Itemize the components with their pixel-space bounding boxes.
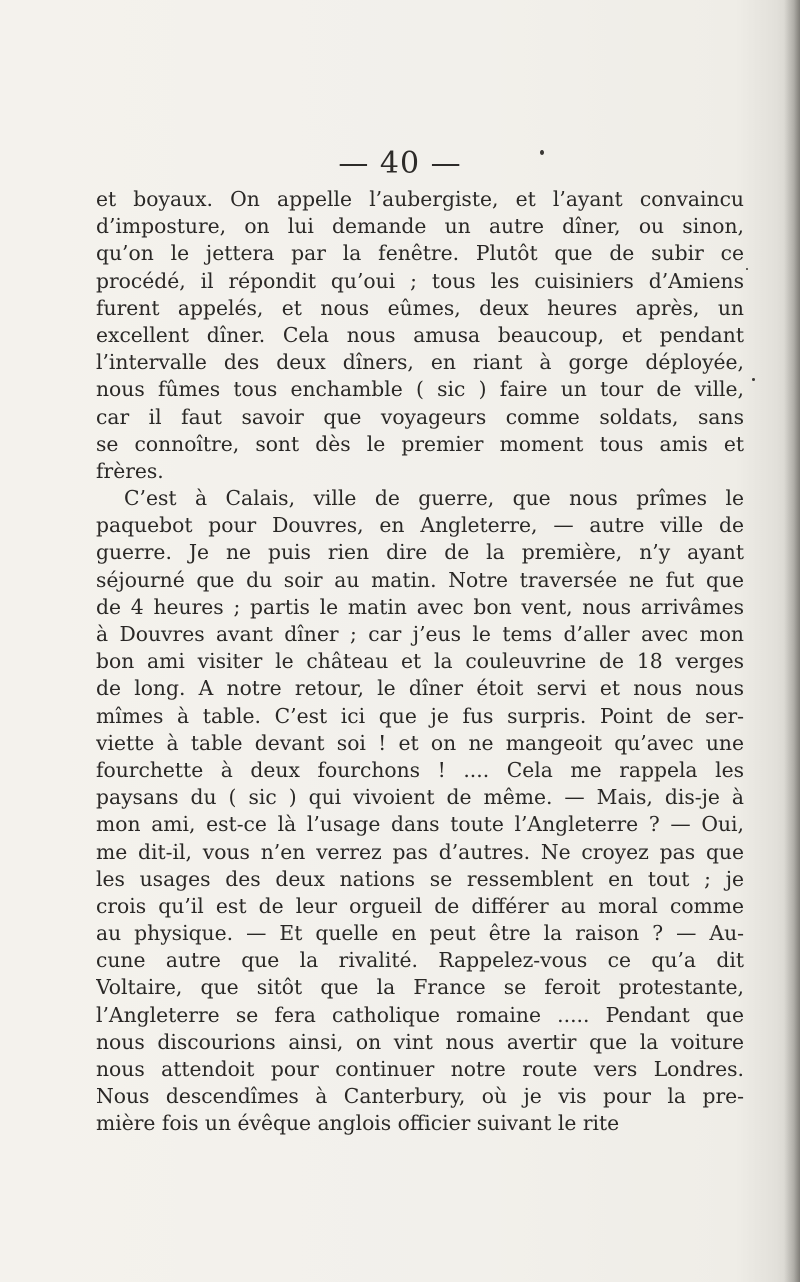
text-line: les usages des deux nations se ressemblent en tout ; je [96, 866, 744, 891]
ink-speck [746, 268, 748, 270]
text-line: guerre. Je ne puis rien dire de la première, n’y ayant [96, 540, 744, 565]
paragraph-start-line: C’est à Calais, ville de guerre, que nous prîmes le [124, 486, 744, 511]
page-number: — 40 — [338, 146, 462, 181]
text-line: nous attendoit pour continuer notre route vers Londres. [96, 1057, 744, 1081]
text-line: paquebot pour Douvres, en Angleterre, — autre ville de [96, 513, 744, 538]
text-line: l’Angleterre se fera catholique romaine ..... Pendant que [96, 1002, 744, 1027]
text-line: et boyaux. On appelle l’aubergiste, et l’ayant convaincu [96, 187, 744, 211]
text-line: d’imposture, on lui demande un autre dîner, ou sinon, [96, 214, 744, 239]
text-line: car il faut savoir que voyageurs comme soldats, sans [96, 404, 744, 429]
text-line: fourchette à deux fourchons ! .... Cela me rappela les [96, 757, 744, 782]
text-line: crois qu’il est de leur orgueil de différer au moral comme [96, 893, 744, 918]
page-edge-shadow [784, 0, 800, 1282]
text-line: nous fûmes tous enchamble ( sic ) faire un tour de ville, [96, 377, 744, 402]
text-line: me dit-il, vous n’en verrez pas d’autres. Ne croyez pas que [96, 839, 744, 864]
text-line: au physique. — Et quelle en peut être la raison ? — Au- [96, 921, 744, 946]
text-line: qu’on le jettera par la fenêtre. Plutôt que de subir ce [96, 241, 744, 266]
text-line: de long. A notre retour, le dîner étoit servi et nous nous [96, 676, 744, 701]
text-line: procédé, il répondit qu’oui ; tous les cuisiniers d’Amiens [96, 268, 744, 293]
text-line: se connoître, sont dès le premier moment tous amis et [96, 431, 744, 456]
ink-speck [752, 378, 755, 381]
text-line: cune autre que la rivalité. Rappelez-vous ce qu’a dit [96, 948, 744, 973]
text-line: frères. [96, 458, 164, 483]
text-line: excellent dîner. Cela nous amusa beaucoup, et pendant [96, 322, 744, 347]
text-line: nous discourions ainsi, on vint nous avertir que la voiture [96, 1029, 744, 1054]
text-line: de 4 heures ; partis le matin avec bon vent, nous arrivâmes [96, 594, 744, 619]
text-line: mière fois un évêque anglois officier suivant le rite [96, 1111, 620, 1136]
text-line: Voltaire, que sitôt que la France se feroit protestante, [96, 975, 744, 1000]
text-line: à Douvres avant dîner ; car j’eus le tems d’aller avec mon [96, 622, 744, 646]
text-line: l’intervalle des deux dîners, en riant à gorge déployée, [96, 350, 744, 375]
text-line: mon ami, est-ce là l’usage dans toute l’Angleterre ? — Oui, [96, 812, 744, 837]
ink-speck [540, 150, 544, 155]
text-line: furent appelés, et nous eûmes, deux heures après, un [96, 295, 744, 320]
text-line: bon ami visiter le château et la couleuvrine de 18 verges [96, 649, 744, 674]
text-line: Nous descendîmes à Canterbury, où je vis pour la pre- [96, 1084, 744, 1109]
text-line: séjourné que du soir au matin. Notre traversée ne fut que [96, 567, 744, 592]
body-text [96, 186, 744, 1138]
text-line: paysans du ( sic ) qui vivoient de même. — Mais, dis-je à [96, 785, 744, 810]
text-line: mîmes à table. C’est ici que je fus surpris. Point de ser- [96, 703, 744, 728]
text-line: viette à table devant soi ! et on ne mangeoit qu’avec une [96, 730, 744, 755]
